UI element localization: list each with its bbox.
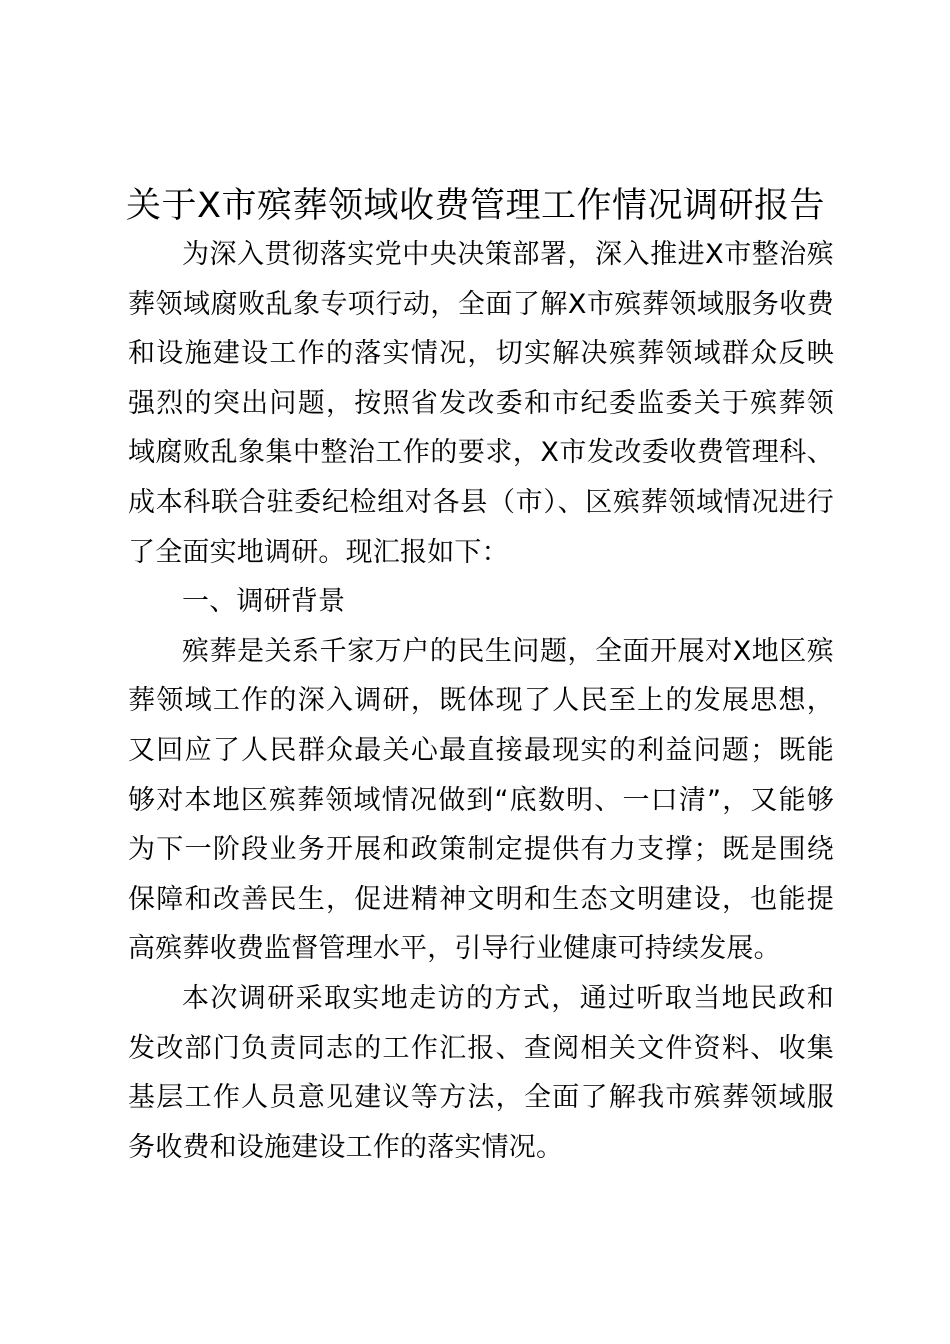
paragraph-intro: 为深入贯彻落实党中央决策部署，深入推进X市整治殡葬领域腐败乱象专项行动，全面了解X市殡葬领域服务收费和设施建设工作的落实情况，切实解决殡葬领域群众反映强烈的突出问题，按照省发改委和市纪委监委关于殡葬领域腐败乱象集中整治工作的要求，X市发改委收费管理科、成本科联合驻委纪检组对各县（市）、区殡葬领域情况进行了全面实地调研。现汇报如下： [128,239,834,568]
paragraph-method: 本次调研采取实地走访的方式，通过听取当地民政和发改部门负责同志的工作汇报、查阅相关文件资料、收集基层工作人员意见建议等方法，全面了解我市殡葬领域服务收费和设施建设工作的落实情况。 [128,982,834,1163]
section-heading-background: 一、调研背景 [182,586,346,618]
paragraph-background: 殡葬是关系千家万户的民生问题，全面开展对X地区殡葬领域工作的深入调研，既体现了人民至上的发展思想，又回应了人民群众最关心最直接最现实的利益问题；既能够对本地区殡葬领域情况做到“底数明、一口清”，又能够为下一阶段业务开展和政策制定提供有力支撑；既是围绕保障和改善民生，促进精神文明和生态文明建设，也能提高殡葬收费监督管理水平，引导行业健康可持续发展。 [128,635,834,965]
document-body [128,230,834,1172]
document-title: 关于X市殡葬领域收费管理工作情况调研报告 [126,186,825,226]
